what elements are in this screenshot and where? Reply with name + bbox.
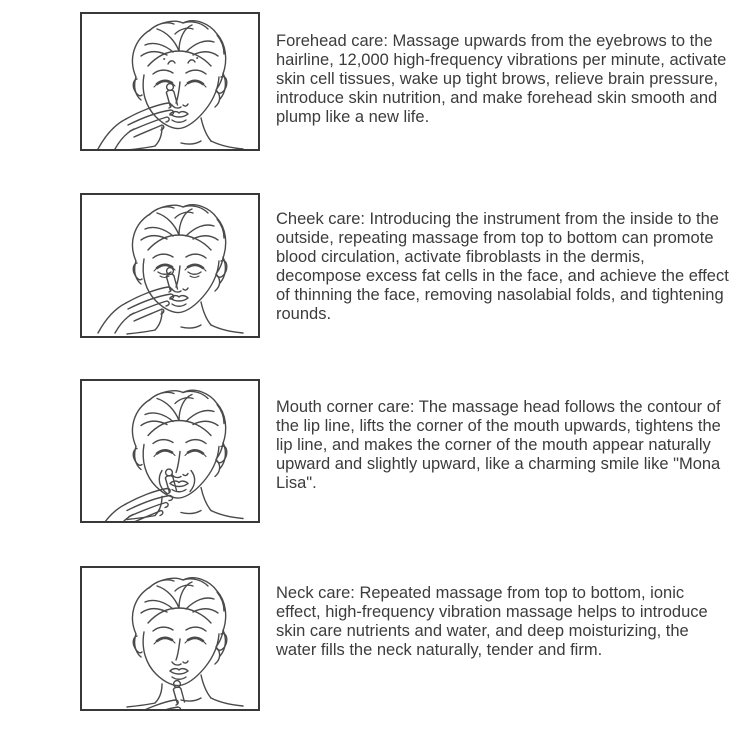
woman-face-massage-forehead-illustration <box>82 14 258 149</box>
instruction-text-cheek: Cheek care: Introducing the instrument from the inside to the outside, repeating massage from top to bottom can promote blood circulation, activate fibroblasts in the dermis, decompose excess fat cells in the face, and achieve the effect of thinning the face, removing nasolabial folds, and tightening rounds. <box>276 210 729 323</box>
woman-face-massage-mouth-corner-illustration <box>82 381 258 521</box>
illustration-frame-neck <box>80 566 260 711</box>
illustration-frame-mouth-corner <box>80 379 260 523</box>
illustration-frame-cheek <box>80 193 260 338</box>
woman-face-massage-neck-illustration <box>82 568 258 709</box>
instruction-text-forehead: Forehead care: Massage upwards from the eyebrows to the hairline, 12,000 high-frequency vibrations per minute, activate skin cell tissues, wake up tight brows, relieve brain pressure, introduce skin nutrition, and make forehead skin smooth and plump like a new life. <box>276 32 727 126</box>
instruction-text-mouth-corner: Mouth corner care: The massage head follows the contour of the lip line, lifts the corner of the mouth upwards, tightens the lip line, and makes the corner of the mouth appear naturally upward and slightly upward, like a charming smile like "Mona Lisa". <box>276 398 721 492</box>
illustration-frame-forehead <box>80 12 260 151</box>
instruction-text-neck: Neck care: Repeated massage from top to bottom, ionic effect, high-frequency vibration massage helps to introduce skin care nutrients and water, and deep moisturizing, the water fills the neck naturally, tender and firm. <box>276 584 708 659</box>
woman-face-massage-cheek-illustration <box>82 195 258 336</box>
